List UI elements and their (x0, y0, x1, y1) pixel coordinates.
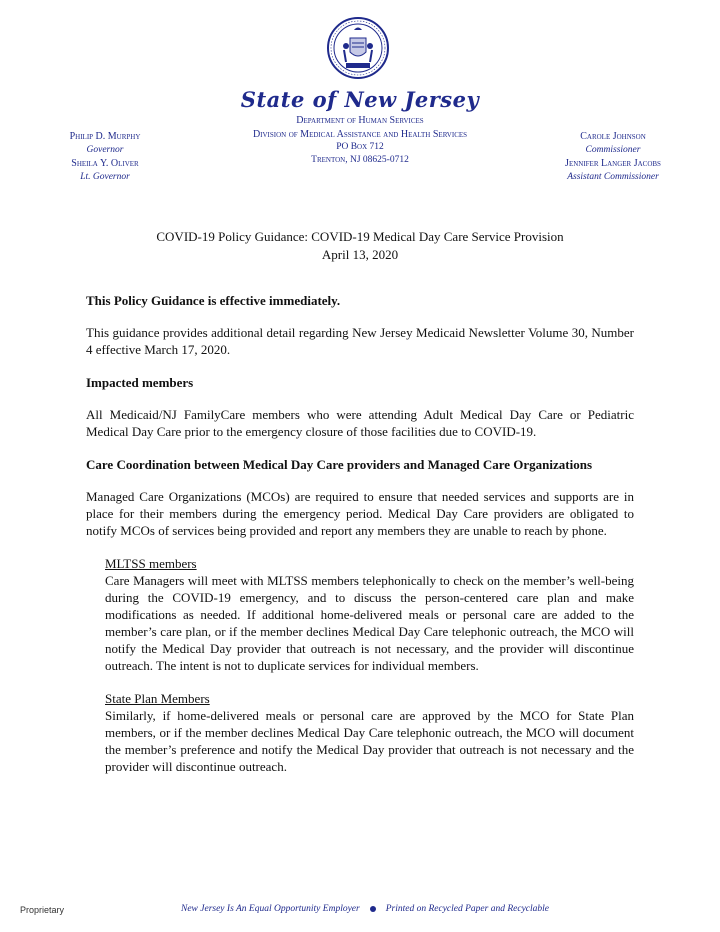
commissioner-title: Commissioner (585, 144, 641, 155)
commissioner-name: Carole Johnson (580, 131, 646, 142)
assistant-commissioner-name: Jennifer Langer Jacobs (565, 158, 661, 169)
document-title-block (0, 228, 720, 264)
lt-governor-name: Sheila Y. Oliver (71, 158, 139, 169)
commissioner-block (540, 130, 686, 184)
effective-statement: This Policy Guidance is effective immediately. (86, 293, 341, 308)
state-name: State of New Jersey (240, 87, 480, 112)
intro-paragraph: This guidance provides additional detail regarding New Jersey Medicaid Newsletter Volume 30, Number 4 effective March 17, 2020. (86, 325, 634, 357)
proprietary-label: Proprietary (20, 905, 65, 915)
po-box: PO Box 712 (336, 142, 384, 152)
governor-name: Philip D. Murphy (69, 131, 141, 142)
governor-block (40, 130, 170, 184)
governor-title: Governor (86, 144, 124, 155)
impacted-members-heading: Impacted members (86, 375, 194, 390)
city-address: Trenton, NJ 08625-0712 (311, 155, 409, 165)
lt-governor-title: Lt. Governor (80, 171, 130, 182)
document-title: COVID-19 Policy Guidance: COVID-19 Medical Day Care Service Provision (156, 229, 564, 244)
care-coordination-heading: Care Coordination between Medical Day Care providers and Managed Care Organizations (86, 457, 593, 472)
footer-statement (130, 904, 600, 914)
equal-opportunity-text: New Jersey Is An Equal Opportunity Employer (181, 904, 360, 914)
department-name: Department of Human Services (296, 115, 424, 126)
recycled-text: Printed on Recycled Paper and Recyclable (385, 904, 549, 914)
impacted-members-paragraph: All Medicaid/NJ FamilyCare members who were attending Adult Medical Day Care or Pediatric Medical Day Care prior to the emergency closure of those facilities due to COVID-19. (86, 407, 634, 439)
state-plan-section (105, 690, 634, 775)
bullet-icon (370, 906, 376, 912)
document-body (86, 292, 634, 791)
state-seal-icon (326, 16, 390, 84)
document-date: April 13, 2020 (321, 247, 399, 262)
mltss-paragraph: Care Managers will meet with MLTSS members telephonically to check on the member’s well-being during the COVID-19 emergency, and to discuss the person-centered care plan and make modifications as needed. If additional home-delivered meals or personal care are added to the member’s care plan, or if the member declines Medical Day Care telephonic outreach, the MCO will notify the Medical Day provider that outreach is not necessary, and the provider will discontinue outreach. The intent is not to duplicate services for individual members. (105, 573, 634, 673)
mltss-section (105, 555, 634, 674)
division-name: Division of Medical Assistance and Health Services (252, 129, 468, 140)
care-coordination-paragraph: Managed Care Organizations (MCOs) are required to ensure that needed services and supports are in place for their members during the emergency period. Medical Day Care providers are obligated to notify MCOs of services being provided and report any members they are unable to reach by phone. (86, 489, 634, 538)
state-plan-heading: State Plan Members (105, 691, 210, 706)
assistant-commissioner-title: Assistant Commissioner (567, 171, 659, 182)
state-plan-paragraph: Similarly, if home-delivered meals or personal care are approved by the MCO for State Plan members, or if the member declines Medical Day Care telephonic outreach, the MCO will document the member’s preference and notify the Medical Day provider that outreach is not necessary and the provider will discontinue outreach. (105, 708, 634, 774)
mltss-heading: MLTSS members (105, 556, 197, 571)
